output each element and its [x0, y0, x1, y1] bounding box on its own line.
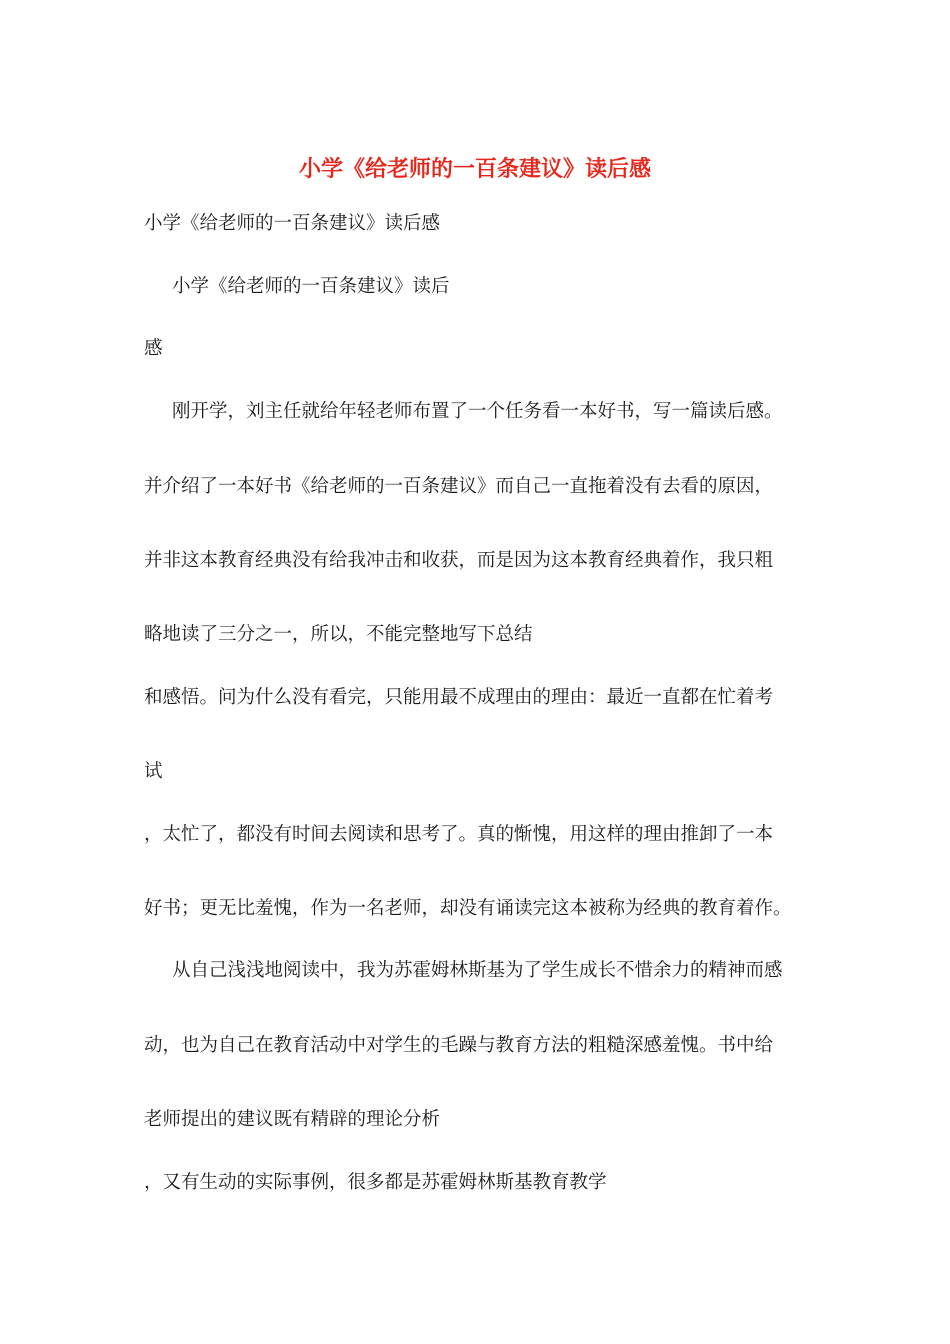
subtitle-line: 小学《给老师的一百条建议》读后感 — [144, 213, 441, 234]
paragraph-line: 和感悟。问为什么没有看完，只能用最不成理由的理由：最近一直都在忙着考 — [144, 687, 774, 708]
paragraph-line: ，又有生动的实际事例，很多都是苏霍姆林斯基教育教学 — [144, 1172, 607, 1193]
paragraph-line: 动，也为自己在教育活动中对学生的毛躁与教育方法的粗糙深感羞愧。书中给 — [144, 1035, 774, 1056]
paragraph-line: ，太忙了，都没有时间去阅读和思考了。真的惭愧，用这样的理由推卸了一本 — [144, 824, 774, 845]
paragraph-line: 刚开学，刘主任就给年轻老师布置了一个任务看一本好书，写一篇读后感。 — [172, 401, 783, 422]
paragraph-line: 并介绍了一本好书《给老师的一百条建议》而自己一直拖着没有去看的原因， — [144, 476, 774, 497]
paragraph-line: 小学《给老师的一百条建议》读后 — [172, 276, 450, 297]
paragraph-line: 试 — [144, 761, 163, 782]
paragraph-line: 从自己浅浅地阅读中，我为苏霍姆林斯基为了学生成长不惜余力的精神而感 — [172, 960, 783, 981]
paragraph-line: 好书；更无比羞愧，作为一名老师，却没有诵读完这本被称为经典的教育着作。 — [144, 898, 792, 919]
paragraph-line: 略地读了三分之一，所以，不能完整地写下总结 — [144, 624, 533, 645]
paragraph-line: 老师提出的建议既有精辟的理论分析 — [144, 1109, 441, 1130]
paragraph-line: 感 — [144, 338, 163, 359]
paragraph-line: 并非这本教育经典没有给我冲击和收获，而是因为这本教育经典着作，我只粗 — [144, 550, 774, 571]
document-title: 小学《给老师的一百条建议》读后感 — [298, 156, 651, 182]
